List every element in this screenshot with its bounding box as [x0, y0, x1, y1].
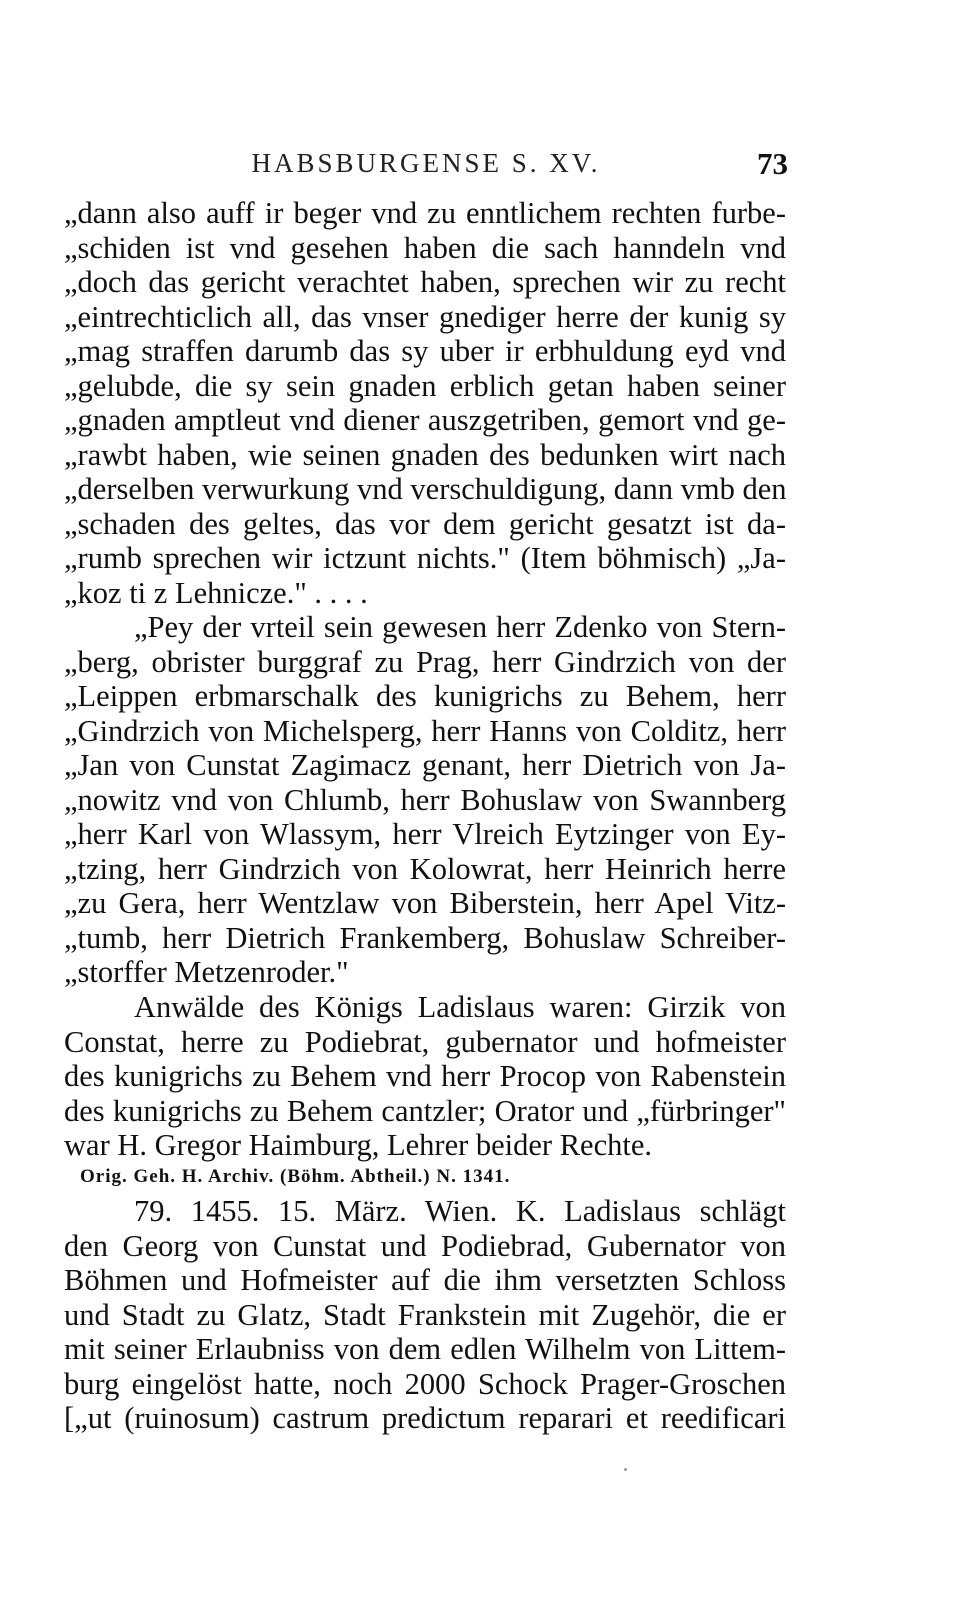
source-citation	[64, 1162, 786, 1192]
text-line: und Stadt zu Glatz, Stadt Frankstein mit Zugehör, die er	[64, 1297, 786, 1332]
text-line: „derselben verwurkung vnd verschuldigung, dann vmb den	[64, 472, 786, 506]
text-line: „schiden ist vnd gesehen haben die sach hanndeln vnd	[64, 230, 786, 265]
text-line: burg eingelöst hatte, noch 2000 Schock Prager-Groschen	[64, 1366, 786, 1401]
witnesses-quote	[64, 610, 786, 990]
entry-heading-line: 79. 1455. 15. März. Wien. K. Ladislaus schlägt	[134, 1194, 786, 1228]
advocates-paragraph	[64, 990, 786, 1163]
text-line: „eintrechticlich all, das vnser gnediger herre der kunig sy	[64, 299, 786, 334]
paper-speck	[624, 1468, 627, 1471]
text-line: „schaden des geltes, das vor dem gericht gesatzt ist da-	[64, 506, 786, 541]
text-line: „herr Karl von Wlassym, herr Vlreich Eytzinger von Ey-	[64, 817, 786, 851]
text-line: war H. Gregor Haimburg, Lehrer beider Rechte.	[64, 1128, 653, 1162]
text-line: Constat, herre zu Podiebrat, gubernator und hofmeister	[64, 1024, 786, 1059]
text-line: „rumb sprechen wir ictzunt nichts." (Item böhmisch) „Ja-	[64, 541, 786, 575]
text-line: „Pey der vrteil sein gewesen herr Zdenko von Stern-	[134, 610, 786, 644]
text-line: mit seiner Erlaubniss von dem edlen Wilhelm von Littem-	[64, 1332, 786, 1366]
text-line: Anwälde des Königs Ladislaus waren: Girzik von	[134, 990, 786, 1024]
text-line: „tumb, herr Dietrich Frankemberg, Bohuslaw Schreiber-	[64, 920, 786, 955]
text-line: „rawbt haben, wie seinen gnaden des bedunken wirt nach	[64, 437, 786, 472]
text-line: „gelubde, die sy sein gnaden erblich getan haben seiner	[64, 368, 786, 403]
text-line: des kunigrichs zu Behem vnd herr Procop von Rabenstein	[64, 1059, 786, 1093]
text-line: „tzing, herr Gindrzich von Kolowrat, herr Heinrich herre	[64, 851, 786, 886]
text-line: „koz ti z Lehnicze." . . . .	[64, 575, 368, 610]
entry-79	[64, 1194, 786, 1436]
text-line: „berg, obrister burggraf zu Prag, herr Gindrzich von der	[64, 644, 786, 679]
text-line: „Leippen erbmarschalk des kunigrichs zu Behem, herr	[64, 679, 786, 713]
text-line: „storffer Metzenroder."	[64, 955, 349, 989]
text-line: den Georg von Cunstat und Podiebrad, Gubernator von	[64, 1228, 786, 1263]
page-number: 73	[757, 146, 788, 181]
text-line: „doch das gericht verachtet haben, sprechen wir zu recht	[64, 265, 786, 299]
text-line: des kunigrichs zu Behem cantzler; Orator und „fürbringer"	[64, 1093, 786, 1128]
text-line: „nowitz vnd von Chlumb, herr Bohuslaw von Swannberg	[64, 782, 786, 817]
text-line: „zu Gera, herr Wentzlaw von Biberstein, herr Apel Vitz-	[64, 886, 786, 920]
text-line: „dann also auff ir beger vnd zu enntlichem rechten furbe-	[64, 196, 786, 230]
text-line: „Gindrzich von Michelsperg, herr Hanns von Colditz, herr	[64, 713, 786, 748]
judgment-quote	[64, 196, 786, 610]
text-line: „mag straffen darumb das sy uber ir erbhuldung eyd vnd	[64, 334, 786, 368]
text-line: Böhmen und Hofmeister auf die ihm versetzten Schloss	[64, 1263, 786, 1297]
citation-line: Orig. Geh. H. Archiv. (Böhm. Abtheil.) N. 1341.	[80, 1166, 511, 1187]
running-head: HABSBURGENSE S. XV.	[251, 148, 601, 178]
page-header	[64, 146, 788, 186]
text-line: „gnaden amptleut vnd diener auszgetriben, gemort vnd ge-	[64, 403, 786, 437]
text-line: „Jan von Cunstat Zagimacz genant, herr Dietrich von Ja-	[64, 748, 786, 782]
text-line: [„ut (ruinosum) castrum predictum reparari et reedificari	[64, 1401, 786, 1435]
